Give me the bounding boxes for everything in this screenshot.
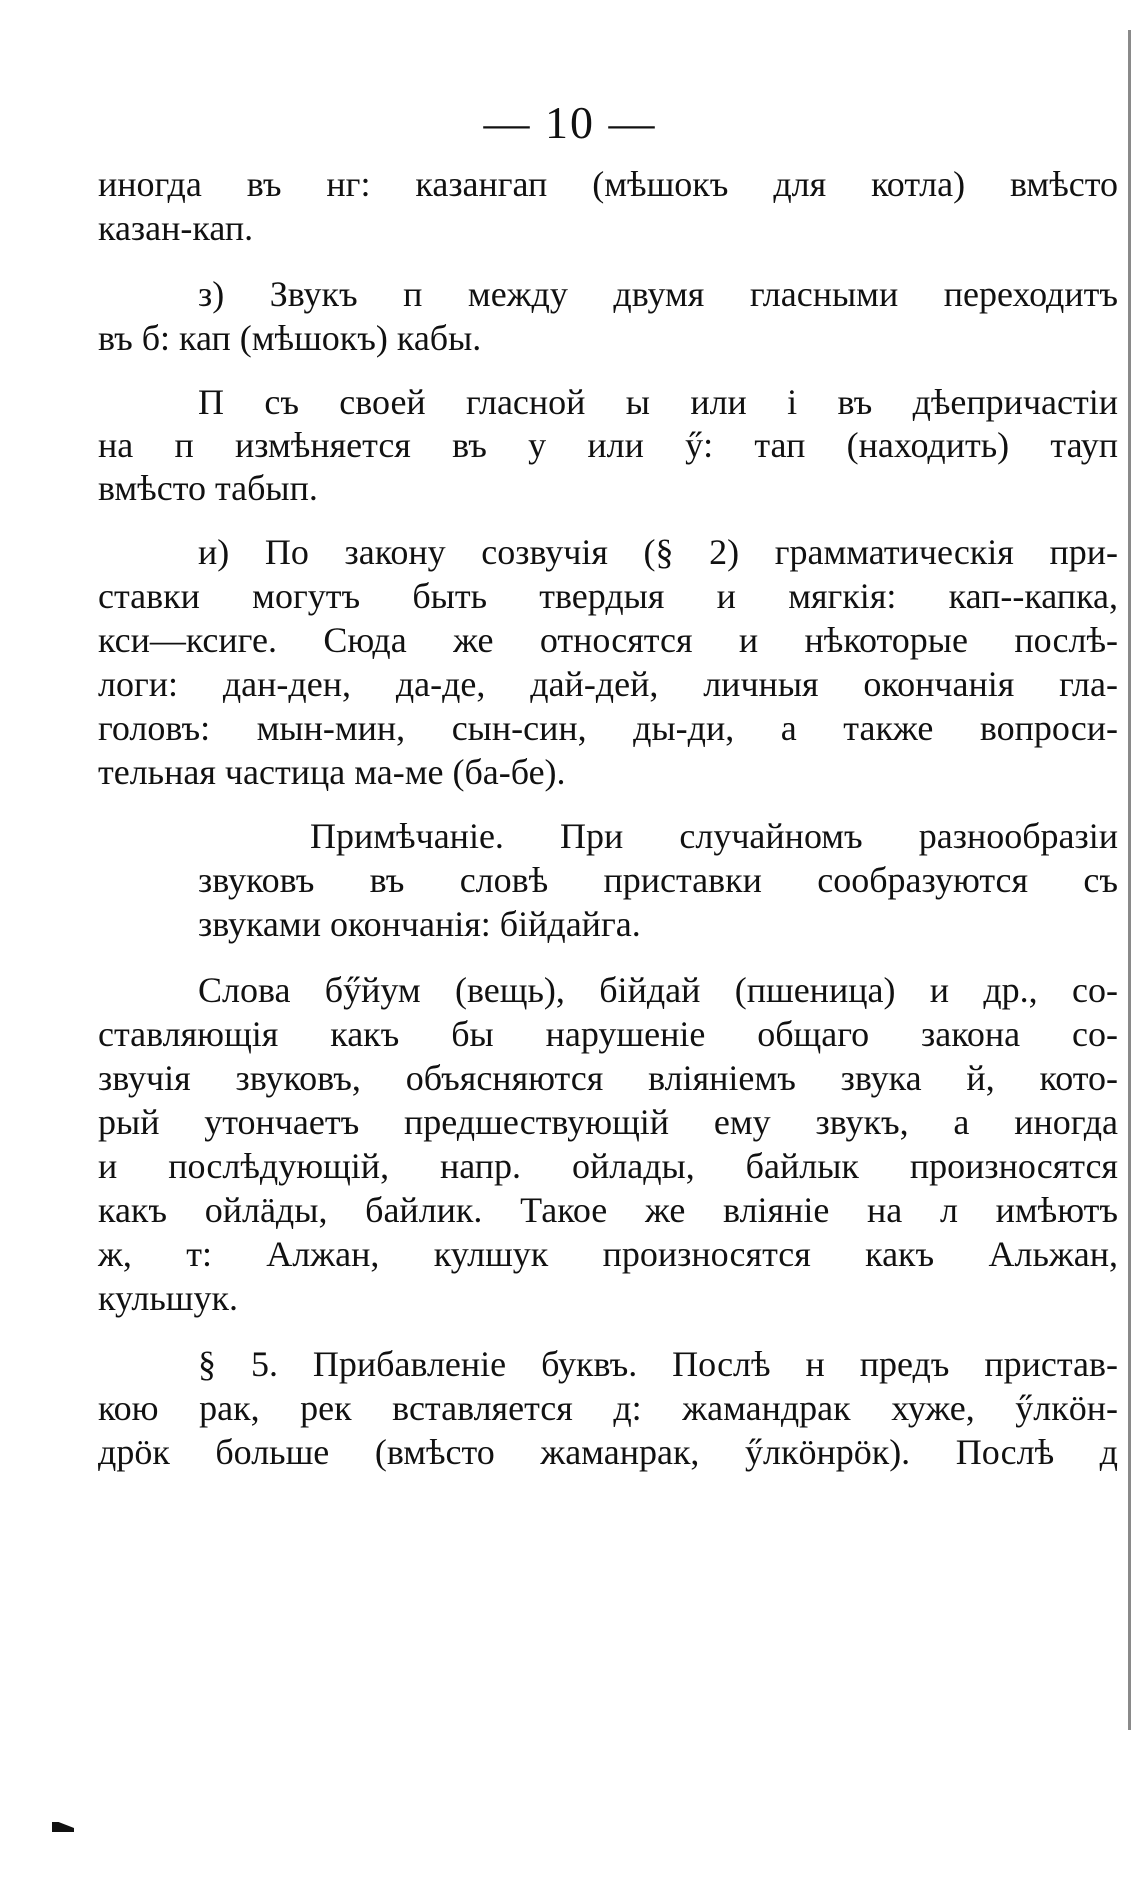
page-number: — 10 — — [483, 97, 657, 148]
text-line: головъ: мын-мин, сын-син, ды-ди, а также вопроси- — [98, 708, 1118, 748]
text-line: и послѣдующій, напр. ойлады, байлык произносятся — [98, 1146, 1118, 1186]
scan-mark-icon — [52, 1822, 74, 1832]
text-line: ставляющія какъ бы нарушеніе общаго закона со- — [98, 1014, 1118, 1054]
text-line: з) Звукъ п между двумя гласными переходитъ — [198, 274, 1118, 314]
text-line: казан-кап. — [98, 208, 254, 248]
text-line: ж, т: Алжан, кулшук произносятся какъ Альжан, — [98, 1234, 1118, 1274]
text-line: вмѣсто табып. — [98, 468, 318, 508]
note-line: звуковъ въ словѣ приставки сообразуются съ — [198, 860, 1118, 900]
page-edge-rule — [1128, 30, 1131, 1730]
text-line: иногда въ нг: казангап (мѣшокъ для котла) вмѣсто — [98, 164, 1118, 204]
section-heading-line: § 5. Прибавленіе буквъ. Послѣ н предъ пристав- — [198, 1344, 1118, 1384]
text-line: въ б: кап (мѣшокъ) кабы. — [98, 318, 482, 358]
note-line: Примѣчаніе. При случайномъ разнообразіи — [310, 816, 1118, 856]
text-line: Слова бӳйум (вещь), бійдай (пшеница) и др., со- — [198, 970, 1118, 1010]
text-line: ставки могутъ быть твердыя и мягкія: кап--капка, — [98, 576, 1118, 616]
text-line: кою рак, рек вставляется д: жамандрак хуже, ӳлкöн- — [98, 1388, 1118, 1428]
text-line: кси—ксиге. Сюда же относятся и нѣкоторые послѣ- — [98, 620, 1118, 660]
text-line: П съ своей гласной ы или і въ дѣепричастіи — [198, 382, 1118, 422]
text-line: рый утончаетъ предшествующій ему звукъ, а иногда — [98, 1102, 1118, 1142]
text-line: какъ ойлäды, байлик. Такое же вліяніе на л имѣютъ — [98, 1190, 1118, 1230]
text-line: дрöк больше (вмѣсто жаманрак, ӳлкöнрöк). Послѣ д — [98, 1432, 1118, 1472]
note-line: звуками окончанія: бійдайга. — [198, 904, 641, 944]
text-line: кульшук. — [98, 1278, 238, 1318]
text-line: звучія звуковъ, объясняются вліяніемъ звука й, кото- — [98, 1058, 1118, 1098]
text-line: тельная частица ма-ме (ба-бе). — [98, 752, 566, 792]
text-line: на п измѣняется въ у или ӳ: тап (находить) тауп — [98, 425, 1118, 465]
text-line: логи: дан-ден, да-де, дай-дей, личныя окончанія гла- — [98, 664, 1118, 704]
text-line: и) По закону созвучія (§ 2) грамматическія при- — [198, 532, 1118, 572]
